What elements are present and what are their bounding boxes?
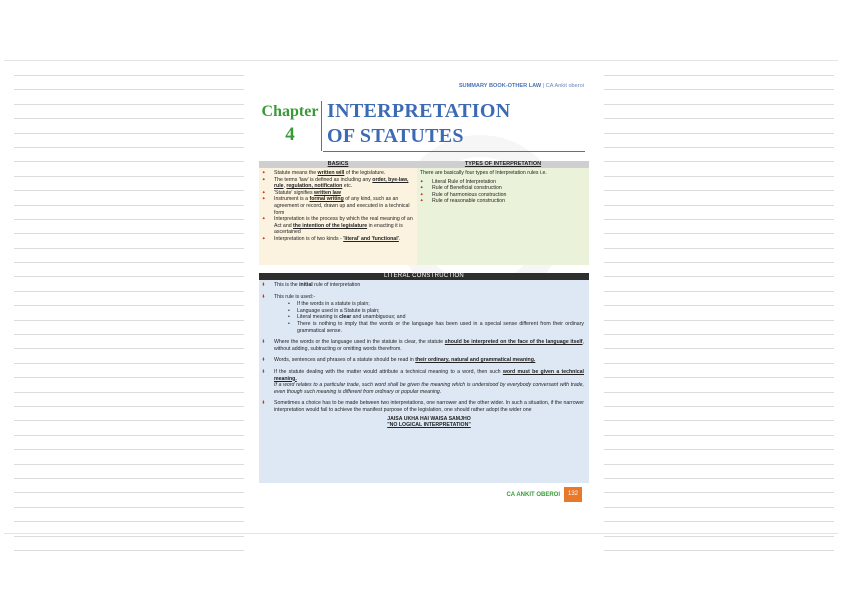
literal-bullet	[288, 308, 584, 315]
dot-icon: •	[288, 320, 290, 327]
ruled-line	[14, 320, 244, 321]
ruled-line	[14, 348, 244, 349]
arrow-down-icon: 🠻	[420, 198, 424, 205]
ruled-line	[14, 377, 244, 378]
ruled-line	[14, 507, 244, 508]
ruled-line	[14, 219, 244, 220]
ruled-line	[14, 492, 244, 493]
types-intro: There are basically four types of Interpretation rules i.e.	[420, 170, 547, 176]
chapter-title-line1: INTERPRETATION	[327, 100, 511, 122]
types-item-text: Rule of harmonious construction	[432, 191, 507, 198]
literal-point-text: Where the words or the language used in the statute is clear, the statute should be interpreted on the face of the language itself, without adding, subtracting or omitting words therefrom.	[274, 339, 584, 352]
footer-author: CA ANKIT OBEROI	[506, 492, 560, 498]
emphasis-text: the intention of the legislature	[293, 222, 368, 229]
ruled-line	[14, 435, 244, 436]
arrow-down-icon: 🢛	[262, 368, 265, 375]
emphasis-text: formal writing	[309, 196, 344, 203]
types-item	[420, 185, 585, 192]
book-page	[255, 75, 592, 512]
arrow-down-icon: 🢛	[262, 339, 265, 346]
arrow-down-icon: 🠻	[420, 185, 424, 192]
ruled-line	[14, 420, 244, 421]
ruled-line	[14, 392, 244, 393]
ruled-line	[14, 104, 244, 105]
ruled-line	[14, 147, 244, 148]
literal-construction-box	[259, 273, 589, 483]
literal-point-text: This is the initial rule of interpretation	[274, 282, 361, 288]
ruled-line	[604, 363, 834, 364]
types-item-text: Literal Rule of Interpretation	[432, 178, 497, 185]
arrow-down-icon: 🢛	[262, 357, 265, 364]
basics-item	[262, 190, 413, 197]
ruled-line	[604, 478, 834, 479]
literal-bullets	[274, 301, 584, 334]
motto	[274, 416, 584, 429]
ruled-line	[604, 147, 834, 148]
arrow-down-icon: 🠻	[420, 191, 424, 198]
types-list	[417, 177, 589, 205]
literal-point-text	[274, 294, 584, 335]
running-head-separator: |	[542, 83, 545, 89]
arrow-down-icon: 🠻	[262, 176, 266, 183]
ruled-line	[14, 305, 244, 306]
ruled-lines-right	[604, 75, 834, 564]
ruled-line	[604, 348, 834, 349]
ruled-line	[14, 536, 244, 537]
literal-heading: LITERAL CONSTRUCTION	[259, 273, 589, 280]
arrow-down-icon: 🢛	[262, 293, 265, 300]
ruled-line	[604, 161, 834, 162]
running-head-title: SUMMARY BOOK-OTHER LAW	[458, 83, 542, 89]
ruled-line	[604, 276, 834, 277]
chapter-title-line2: OF STATUTES	[327, 125, 464, 147]
literal-point	[262, 357, 584, 364]
emphasis-text: should be interpreted on the face of the language itself	[444, 339, 583, 346]
ruled-line	[14, 133, 244, 134]
ruled-line	[604, 75, 834, 76]
bold-text: initial	[299, 282, 313, 288]
literal-p6-text: Sometimes a choice has to be made between two interpretations, one narrower and the other wider. In such a situation, if the narrower interpretation would fail to achieve the manifest purpose of the legislation, one should rather adopt the wider one	[274, 400, 584, 413]
page-number-badge: 132	[564, 487, 582, 502]
arrow-down-icon: 🠻	[262, 196, 266, 203]
basics-column	[259, 161, 417, 265]
literal-bullet-text: Literal meaning is clear and unambiguous; and	[297, 314, 406, 321]
literal-point-text	[274, 400, 584, 428]
literal-p5-italic: If a word relates to a particular trade, such word shall be given the meaning which is understood by everybody conversant with trade, even though such meaning is different from ordinary or popular meaning.	[274, 382, 584, 395]
ruled-line	[604, 521, 834, 522]
ruled-line	[604, 320, 834, 321]
basics-item-text: Interpretation is the process by which the real meaning of an Act and the intention of the legislature in enacting it is ascertained	[274, 216, 413, 236]
emphasis-text: word must be given a technical meaning.	[274, 368, 584, 382]
ruled-line	[604, 464, 834, 465]
literal-p2-intro: This rule is used:-	[274, 293, 315, 300]
ruled-line	[14, 118, 244, 119]
arrow-down-icon: 🠻	[420, 178, 424, 185]
emphasis-text: regulation, notification	[286, 183, 343, 190]
ruled-line	[14, 550, 244, 551]
basics-item	[262, 196, 413, 216]
basics-item-text: 'Statute' signifies written law	[274, 189, 341, 196]
emphasis-text: 'literal' and 'functional'	[343, 235, 399, 242]
basics-list	[259, 168, 417, 243]
ruled-line	[604, 133, 834, 134]
ruled-line	[604, 176, 834, 177]
types-item-text: Rule of Beneficial construction	[432, 185, 502, 192]
ruled-line	[604, 104, 834, 105]
title-underline	[323, 151, 585, 152]
ruled-line	[604, 392, 834, 393]
ruled-line	[604, 550, 834, 551]
arrow-down-icon: 🢛	[262, 400, 265, 407]
ruled-line	[14, 449, 244, 450]
ruled-line	[14, 89, 244, 90]
ruled-line	[14, 75, 244, 76]
arrow-down-icon: 🠻	[262, 189, 266, 196]
dot-icon: •	[288, 307, 290, 314]
types-item	[420, 179, 585, 186]
basics-item-text: The terms 'law' is defined as including any order, bye-law, rule, regulation, notification etc.	[274, 176, 409, 190]
ruled-line	[604, 291, 834, 292]
ruled-line	[604, 89, 834, 90]
motto-line2: "NO LOGICAL INTERPRETATION"	[387, 422, 471, 429]
arrow-down-icon: 🠻	[262, 170, 266, 176]
literal-bullet	[288, 321, 584, 334]
basics-heading: BASICS	[259, 161, 417, 168]
chapter-label	[260, 103, 320, 146]
chapter-word: Chapter	[261, 103, 319, 120]
chapter-number: 4	[285, 124, 295, 145]
types-heading: TYPES OF INTERPRETATION	[417, 161, 589, 168]
ruled-line	[14, 291, 244, 292]
ruled-line	[604, 233, 834, 234]
literal-bullet	[288, 314, 584, 321]
ruled-line	[604, 334, 834, 335]
basics-item-text: Instrument is a formal writing of any kind, such as an agreement or record, drawn up and executed in a technical form	[274, 196, 410, 216]
ruled-line	[14, 363, 244, 364]
arrow-down-icon: 🠻	[262, 235, 266, 242]
literal-bullet-text: If the words in a statute is plain;	[297, 301, 370, 308]
emphasis-text: order, bye-law, rule	[274, 176, 409, 190]
ruled-line	[604, 449, 834, 450]
types-item-text: Rule of reasonable construction	[432, 198, 505, 205]
literal-point	[262, 339, 584, 352]
types-column	[417, 161, 589, 265]
dot-icon: •	[288, 301, 290, 308]
ruled-line	[14, 248, 244, 249]
literal-body	[259, 280, 589, 429]
basics-item-text: Statute means the written will of the legislature.	[274, 170, 386, 176]
literal-point	[262, 369, 584, 395]
literal-bullet-text: Language used in a Statute is plain;	[297, 307, 380, 314]
emphasis-text: written will	[317, 170, 345, 176]
ruled-line	[14, 521, 244, 522]
types-item	[420, 192, 585, 199]
ruled-line	[14, 262, 244, 263]
ruled-line	[604, 507, 834, 508]
bold-text: clear	[339, 314, 352, 321]
ruled-line	[14, 276, 244, 277]
ruled-line	[604, 406, 834, 407]
chapter-divider	[321, 101, 322, 151]
literal-point	[262, 400, 584, 428]
ruled-line	[604, 190, 834, 191]
ruled-line	[604, 205, 834, 206]
ruled-line	[14, 205, 244, 206]
literal-p5-text: If the statute dealing with the matter would attribute a technical meaning to a word, then such word must be given a technical meaning.	[274, 368, 584, 382]
ruled-line	[14, 161, 244, 162]
chapter-title	[327, 99, 511, 149]
ruled-line	[604, 262, 834, 263]
basics-item	[262, 177, 413, 190]
ruled-line	[14, 464, 244, 465]
ruled-line	[604, 435, 834, 436]
types-item	[420, 198, 585, 205]
running-head-author: CA Ankit oberoi	[545, 83, 584, 89]
literal-bullet-text: There is nothing to imply that the words or the language has been used in a special sense different from their ordinary grammatical sense.	[297, 320, 584, 334]
emphasis-text: their ordinary, natural and grammatical meaning.	[415, 357, 536, 364]
ruled-line	[604, 536, 834, 537]
ruled-line	[604, 377, 834, 378]
ruled-line	[14, 233, 244, 234]
ruled-line	[604, 219, 834, 220]
arrow-down-icon: 🠻	[262, 216, 266, 223]
basics-types-table	[259, 161, 589, 265]
ruled-line	[604, 248, 834, 249]
ruled-line	[604, 305, 834, 306]
ruled-lines-left	[14, 75, 244, 564]
ruled-line	[14, 478, 244, 479]
motto-line1: JAISA UKHA HAI WAISA SAMJHO	[387, 415, 471, 422]
ruled-line	[604, 118, 834, 119]
ruled-line	[14, 406, 244, 407]
ruled-line	[14, 176, 244, 177]
running-head	[459, 83, 584, 89]
ruled-line	[14, 334, 244, 335]
literal-point	[262, 282, 584, 289]
emphasis-text: written law	[314, 189, 341, 196]
basics-item	[262, 216, 413, 236]
basics-item-text: Interpretation is of two kinds - 'literal' and 'functional'.	[274, 235, 401, 242]
literal-point-text: Words, sentences and phrases of a statute should be read in their ordinary, natural and grammatical meaning.	[274, 357, 536, 364]
dot-icon: •	[288, 314, 290, 321]
ruled-line	[604, 420, 834, 421]
ruled-line	[604, 492, 834, 493]
ruled-line	[14, 190, 244, 191]
basics-item	[262, 170, 413, 177]
literal-point	[262, 294, 584, 335]
literal-bullet	[288, 301, 584, 308]
basics-item	[262, 236, 413, 243]
arrow-down-icon: 🢛	[262, 282, 265, 288]
literal-point-text	[274, 369, 584, 395]
